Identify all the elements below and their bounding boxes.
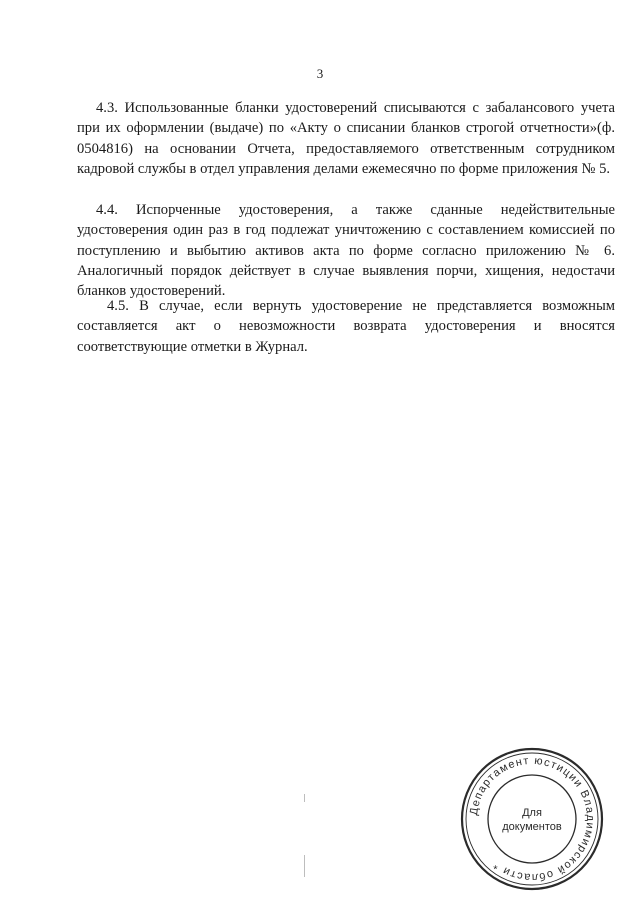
stamp-outer-ring-inner bbox=[466, 753, 598, 885]
stamp-inner-ring bbox=[488, 775, 576, 863]
stamp-center-line-1: Для bbox=[522, 807, 542, 819]
page-number: 3 bbox=[316, 66, 324, 81]
scan-mark bbox=[304, 794, 305, 802]
stamp-ring-text: Департамент юстиции Владимирской области * bbox=[468, 754, 597, 884]
stamp-seal-graphic bbox=[457, 744, 607, 894]
scan-mark bbox=[304, 855, 305, 877]
paragraph-4-4: 4.4. Испорченные удостоверения, а также сданные недействительные удостоверения один раз в год подлежат уничтожению с составлением комиссией по поступлению и выбытию активов акта по форме согласно приложению № 6. Аналогичный порядок действует в случае выявления порчи, хищения, недостачи бланков удостоверений. bbox=[77, 202, 615, 300]
stamp-center-line-2: документов bbox=[502, 821, 562, 833]
official-stamp bbox=[457, 744, 607, 894]
paragraph-4-3: 4.3. Использованные бланки удостоверений списываются с забалансового учета при их оформлении (выдаче) по «Акту о списании бланков строгой отчетности»(ф. 0504816) на основании Отчета, предоставляемого ответственным сотрудником кадровой службы в отдел управления делами ежемесячно по форме приложения № 5. bbox=[77, 100, 615, 177]
paragraph-4-5: 4.5. В случае, если вернуть удостоверение не представляется возможным составляется акт о невозможности возврата удостоверения и вносятся соответствующие отметки в Журнал. bbox=[77, 298, 615, 355]
stamp-outer-ring bbox=[462, 749, 602, 889]
